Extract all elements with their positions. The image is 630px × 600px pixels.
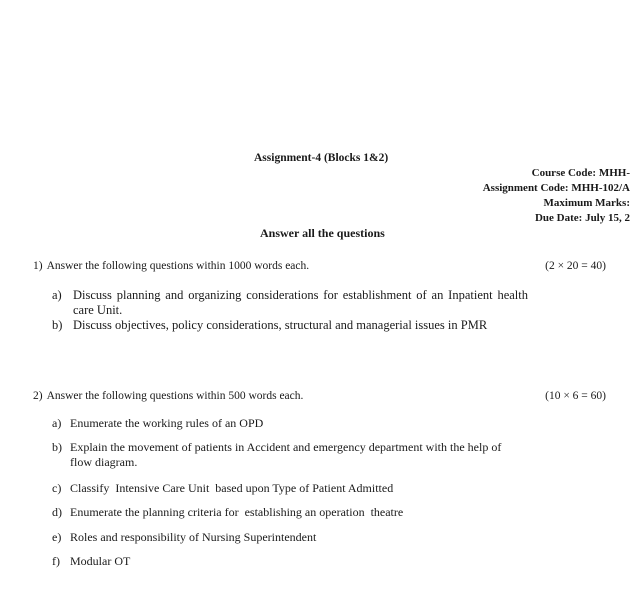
question-item (52, 481, 393, 496)
section-2-marks: (10 × 6 = 60) (545, 390, 606, 402)
section-1-questions (52, 288, 528, 333)
section-2-heading (33, 390, 303, 402)
instruction-heading: Answer all the questions (260, 226, 385, 240)
question-item (52, 530, 316, 545)
maximum-marks: Maximum Marks: (543, 197, 630, 209)
question-item (52, 554, 130, 569)
question-text: Roles and responsibility of Nursing Superintendent (70, 530, 317, 544)
section-heading-text: Answer the following questions within 1000 words each. (46, 260, 310, 272)
question-text: Explain the movement of patients in Accident and emergency department with the help of flow diagram. (70, 440, 502, 469)
assignment-title: Assignment-4 (Blocks 1&2) (254, 152, 389, 164)
question-text: Discuss objectives, policy considerations, structural and managerial issues in PMR (73, 318, 488, 332)
question-item (52, 288, 528, 318)
question-label: a) (52, 416, 62, 430)
assignment-code: Assignment Code: MHH-102/A (482, 182, 630, 194)
section-number: 1) (33, 260, 43, 272)
question-text: Discuss planning and organizing considerations for establishment of an Inpatient health care Unit. (73, 288, 528, 317)
due-date: Due Date: July 15, 2 (534, 212, 630, 224)
question-text: Enumerate the planning criteria for establishing an operation theatre (70, 505, 404, 519)
question-item (52, 318, 528, 333)
section-heading-text: Answer the following questions within 500 words each. (46, 390, 304, 402)
question-label: f) (52, 554, 60, 568)
question-label: e) (52, 530, 62, 544)
section-1-marks: (2 × 20 = 40) (545, 260, 606, 272)
course-code: Course Code: MHH- (531, 167, 630, 179)
question-item (52, 440, 520, 470)
question-text: Enumerate the working rules of an OPD (70, 416, 264, 430)
section-1-heading (33, 260, 309, 272)
question-item (52, 416, 263, 431)
question-label: a) (52, 288, 62, 302)
question-text: Classify Intensive Care Unit based upon Type of Patient Admitted (70, 481, 394, 495)
question-label: b) (52, 318, 63, 332)
question-label: b) (52, 440, 62, 454)
assignment-meta (483, 166, 630, 226)
section-number: 2) (33, 390, 43, 402)
question-label: c) (52, 481, 62, 495)
question-text: Modular OT (70, 554, 131, 568)
question-item (52, 505, 403, 520)
question-label: d) (52, 505, 62, 519)
